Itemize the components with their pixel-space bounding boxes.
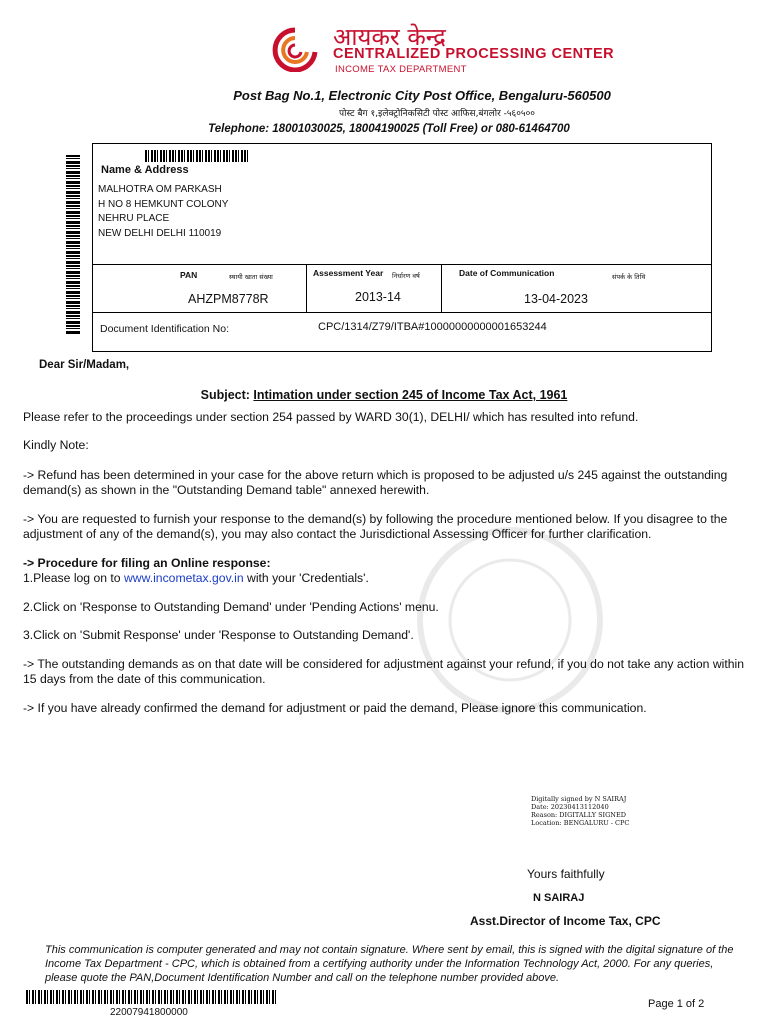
cpc-logo [265, 22, 325, 72]
paragraph: Please refer to the proceedings under section 254 passed by WARD 30(1), DELHI/ which has resulted into refund. [23, 410, 639, 424]
assessment-year-label: Assessment Year [313, 268, 384, 278]
paragraph: -> You are requested to furnish your response to the demand(s) by following the procedure mentioned below. If you disagree to the adjustment of any of the demand(s), you may also contact the Jurisdictional Assessing Officer for further clarification. [23, 512, 728, 541]
digital-signature [531, 795, 629, 827]
incometax-link[interactable]: www.incometax.gov.in [123, 571, 244, 585]
divider [306, 264, 307, 312]
divider [92, 264, 712, 265]
subject-label: Subject: [200, 388, 250, 402]
subject-line [0, 388, 768, 402]
paragraph: -> Refund has been determined in your case for the above return which is proposed to be adjusted u/s 245 against the outstanding demand(s) as shown in the "Outstanding Demand table" annexed herewith. [23, 468, 728, 497]
subject-text: Intimation under section 245 of Income Tax Act, 1961 [253, 388, 568, 402]
pan-value: AHZPM8778R [188, 292, 269, 306]
step-1-post: with your 'Credentials'. [243, 571, 369, 585]
paragraph: -> If you have already confirmed the demand for adjustment or paid the demand, Please ignore this communication. [23, 701, 647, 715]
digital-signature-line: Digitally signed by N SAIRAJ [531, 795, 627, 803]
emblem-watermark [400, 520, 620, 720]
document-id-label: Document Identification No: [100, 323, 229, 335]
hindi-title: आयकर केन्द्र [333, 23, 446, 51]
signer-designation: Asst.Director of Income Tax, CPC [470, 914, 661, 928]
vertical-barcode [66, 155, 80, 335]
date-of-communication-value: 13-04-2023 [524, 292, 588, 306]
digital-signature-line: Reason: DIGITALLY SIGNED [531, 811, 626, 819]
pan-label-hindi: स्थायी खाता संख्या [229, 273, 273, 281]
footer-note: This communication is computer generated and may not contain signature. Where sent by email, this is signed with the digital signature of the Income Tax Department - CPC, which is obtained from a certifying authority under the Information Technology Act, 2000. For any queries, please quote the PAN,Document Identification Number and call on the telephone number provided above. [45, 944, 734, 984]
assessment-year-value: 2013-14 [355, 290, 401, 304]
telephone: Telephone: 18001030025, 18004190025 (Toll Free) or 080-61464700 [208, 123, 570, 135]
paragraph: Kindly Note: [23, 438, 89, 452]
date-of-communication-label: Date of Communication [459, 268, 555, 278]
step-3: 3.Click on 'Submit Response' under 'Response to Outstanding Demand'. [23, 628, 414, 642]
digital-signature-line: Location: BENGALURU - CPC [531, 819, 630, 827]
date-of-communication-label-hindi: संपर्क के तिथि [612, 273, 646, 281]
step-2: 2.Click on 'Response to Outstanding Demand' under 'Pending Actions' menu. [23, 600, 439, 614]
cpc-title: CENTRALIZED PROCESSING CENTER [333, 46, 615, 62]
barcode-number: 22007941800000 [110, 1007, 188, 1018]
footer-barcode [26, 990, 278, 1004]
address-line: H NO 8 HEMKUNT COLONY [98, 199, 229, 210]
step-1-pre: 1.Please log on to [23, 571, 124, 585]
procedure-heading: -> Procedure for filing an Online response: [23, 556, 271, 570]
name-address-label: Name & Address [101, 164, 189, 176]
page-number: Page 1 of 2 [648, 998, 705, 1010]
address-english: Post Bag No.1, Electronic City Post Office, Bengaluru-560500 [233, 88, 611, 103]
document-id-value: CPC/1314/Z79/ITBA#10000000000001653244 [318, 321, 547, 333]
closing: Yours faithfully [527, 867, 605, 881]
salutation: Dear Sir/Madam, [39, 359, 130, 371]
signer-name: N SAIRAJ [533, 892, 585, 904]
address-hindi: पोस्ट बैग १,इलेक्ट्रोनिकसिटी पोस्ट आफिस,बंगलोर -५६०५०० [339, 109, 535, 119]
address-line: MALHOTRA OM PARKASH [98, 184, 222, 195]
divider [92, 312, 712, 313]
department-name: INCOME TAX DEPARTMENT [335, 64, 467, 75]
step-1 [23, 571, 753, 586]
paragraph: -> The outstanding demands as on that date will be considered for adjustment against your refund, if you do not take any action within 15 days from the date of this communication. [23, 657, 744, 686]
address-line: NEHRU PLACE [98, 213, 170, 224]
assessment-year-label-hindi: निर्धारण वर्ष [392, 272, 420, 280]
address-line: NEW DELHI DELHI 110019 [98, 228, 222, 239]
digital-signature-line: Date: 20230413112040 [531, 803, 609, 811]
pan-label: PAN [180, 270, 198, 280]
divider [441, 264, 442, 312]
